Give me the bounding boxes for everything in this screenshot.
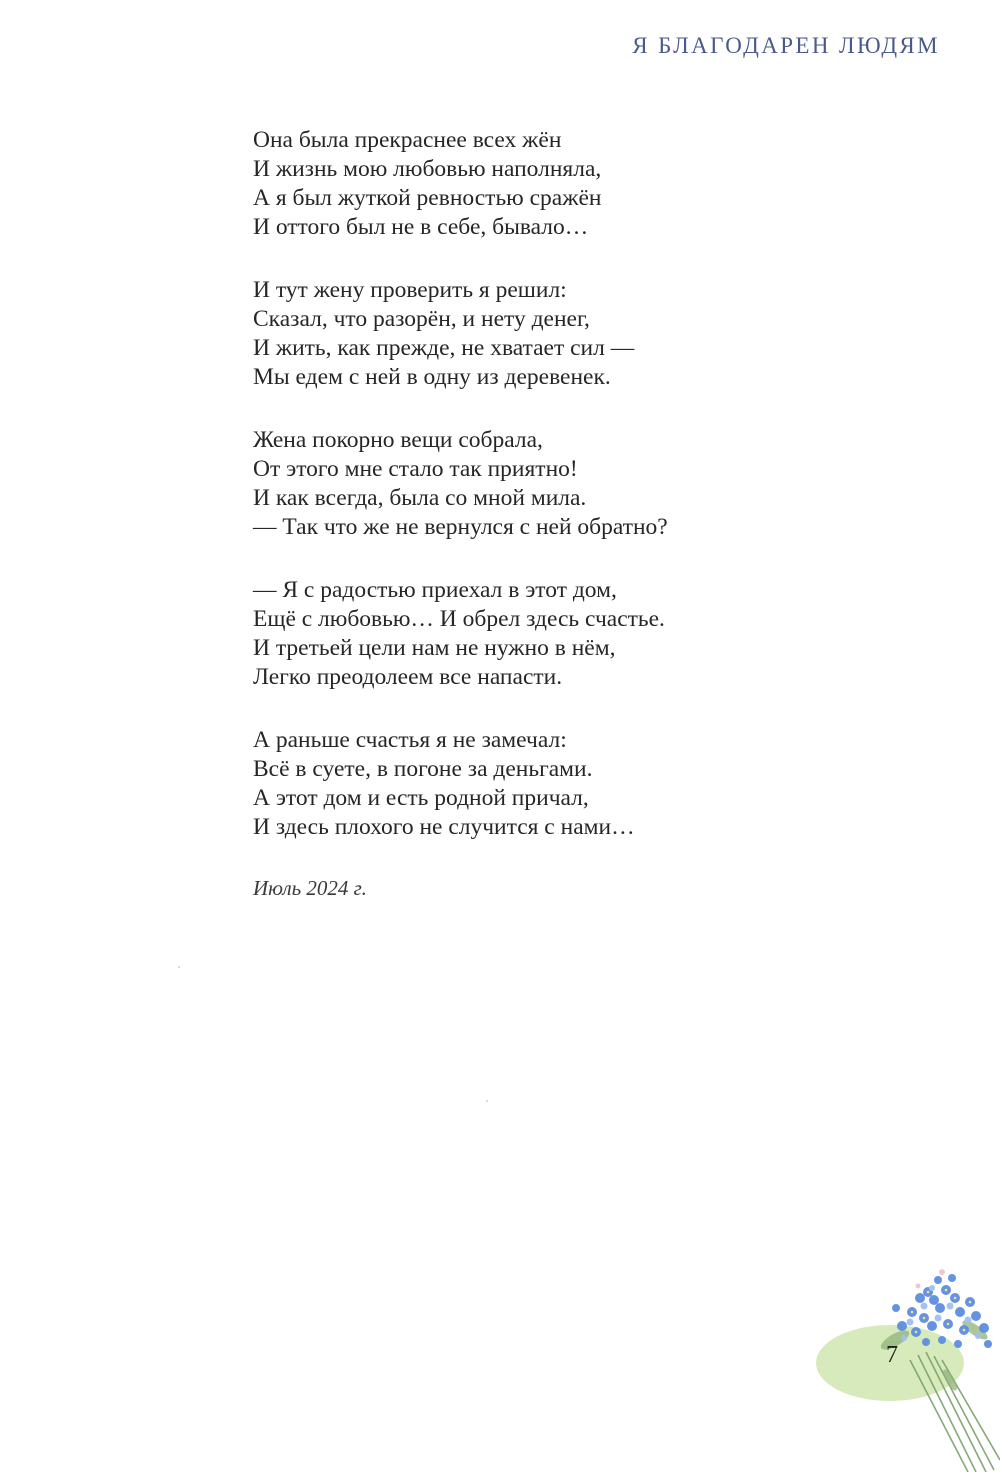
page-number: 7 [886,1342,898,1368]
paper-speck [178,966,180,968]
poem-line: Легко преодолеем все напасти. [253,664,563,690]
poem-line: Жена покорно вещи собрала, [253,427,543,453]
poem [253,126,873,901]
poem-line: От этого мне стало так приятно! [253,456,578,482]
poem-line: А я был жуткой ревностью сражён [253,185,602,211]
paper-speck [486,1100,488,1102]
poem-line: Мы едем с ней в одну из деревенек. [253,364,611,390]
poem-line: А этот дом и есть родной причал, [253,785,589,811]
poem-line: А раньше счастья я не замечал: [253,727,567,753]
poem-line: И жить, как прежде, не хватает сил — [253,335,635,361]
poem-line: Сказал, что разорён, и нету денег, [253,306,590,332]
stanza-5 [253,726,873,842]
stanza-2 [253,276,873,392]
poem-line: И третьей цели нам не нужно в нём, [253,635,616,661]
poem-date: Июль 2024 г. [253,876,367,900]
poem-line: И как всегда, была со мной мила. [253,485,587,511]
poem-line: И тут жену проверить я решил: [253,277,567,303]
poem-line: Она была прекраснее всех жён [253,127,562,153]
poem-line: И жизнь мою любовью наполняла, [253,156,602,182]
stanza-4 [253,576,873,692]
poem-line: — Так что же не вернулся с ней обратно? [253,514,668,540]
poem-line: И оттого был не в себе, бывало… [253,214,589,240]
stanza-3 [253,426,873,542]
poem-line: — Я с радостью приехал в этот дом, [253,577,617,603]
poem-line: Всё в суете, в погоне за деньгами. [253,756,593,782]
poem-line: Ещё с любовью… И обрел здесь счастье. [253,606,665,632]
poem-line: И здесь плохого не случится с нами… [253,814,635,840]
running-title: Я БЛАГОДАРЕН ЛЮДЯМ [632,33,940,58]
stanza-1 [253,126,873,242]
